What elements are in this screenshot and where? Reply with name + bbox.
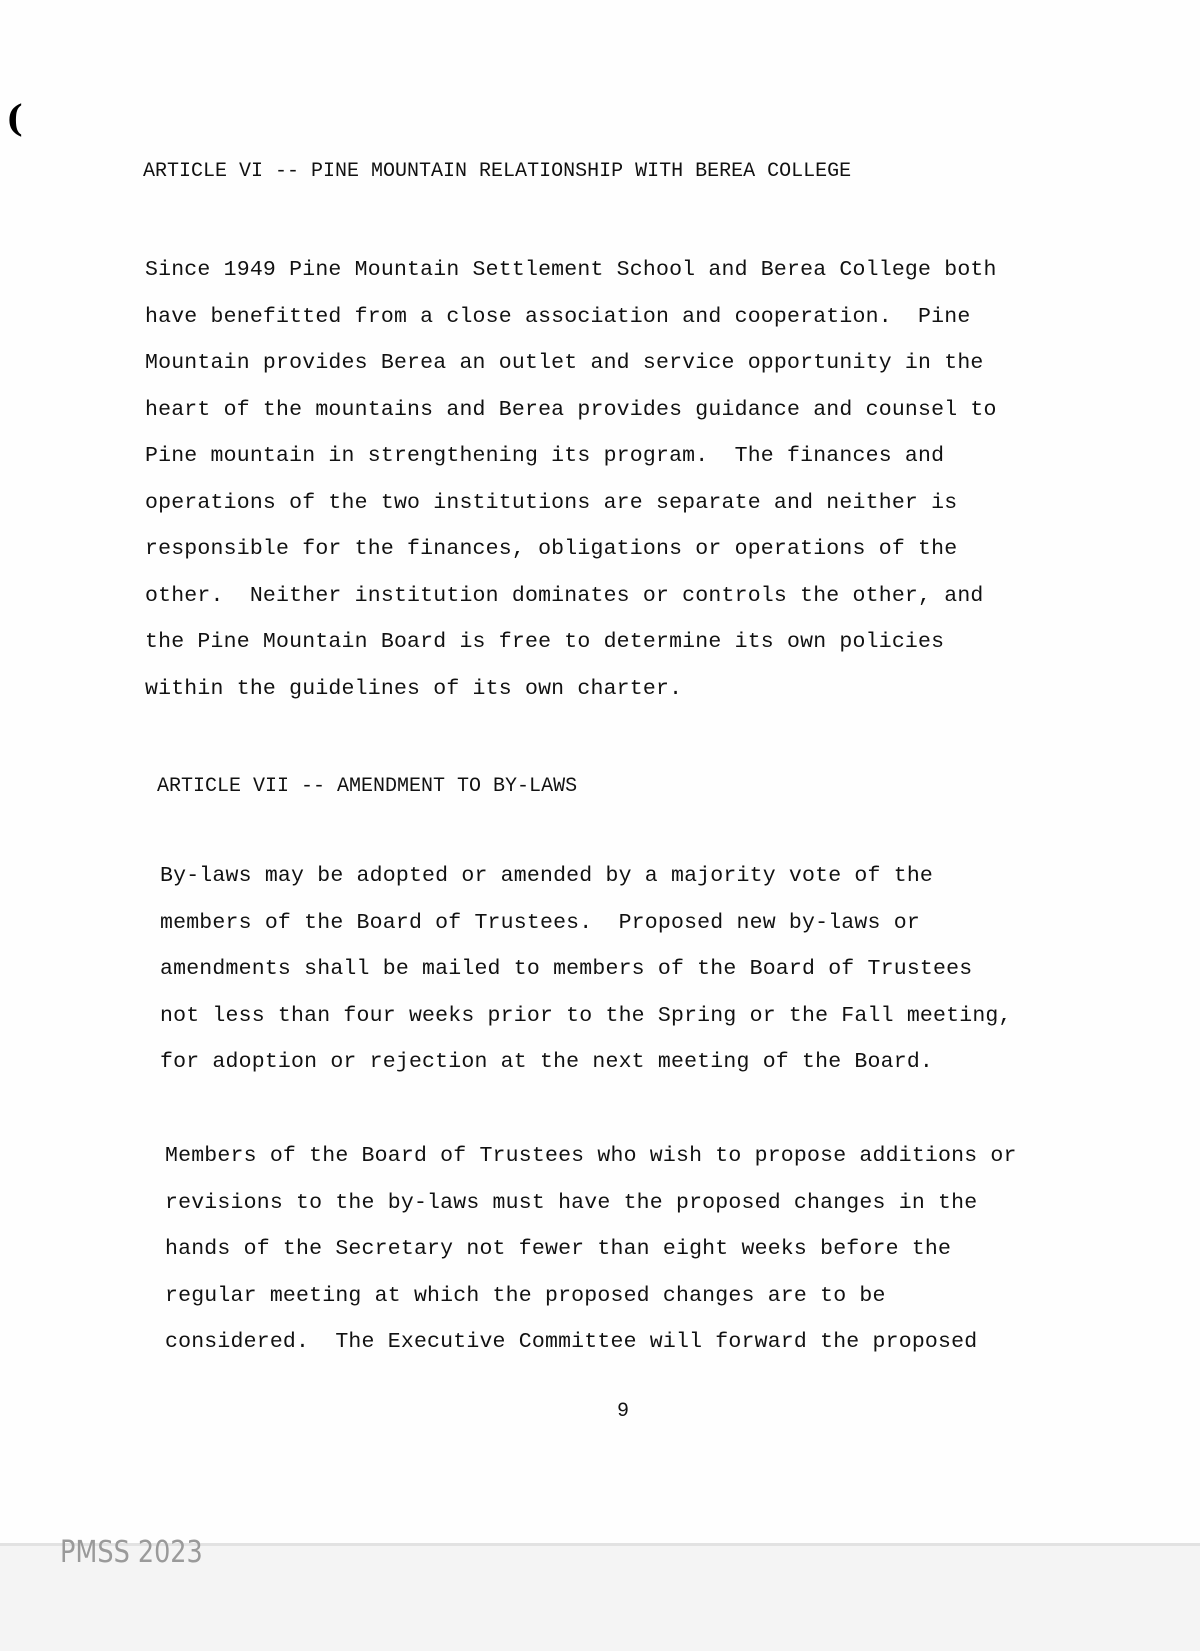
text-line: members of the Board of Trustees. Proposed new by-laws or [160,910,920,935]
article-6-heading: ARTICLE VI -- PINE MOUNTAIN RELATIONSHIP WITH BEREA COLLEGE [143,160,852,183]
text-line: other. Neither institution dominates or controls the other, and [145,583,984,608]
text-line: within the guidelines of its own charter. [145,676,683,701]
text-line: have benefitted from a close association and cooperation. Pine [145,304,971,329]
article-7-paragraph-1 [160,853,1012,1086]
text-line: operations of the two institutions are separate and neither is [145,490,958,515]
text-line: regular meeting at which the proposed changes are to be [165,1283,886,1308]
text-line: not less than four weeks prior to the Spring or the Fall meeting, [160,1003,1012,1028]
text-line: Members of the Board of Trustees who wish to propose additions or [165,1144,1017,1168]
text-line: for adoption or rejection at the next meeting of the Board. [160,1050,934,1074]
text-line: heart of the mountains and Berea provides guidance and counsel to [145,397,997,422]
text-line: Mountain provides Berea an outlet and service opportunity in the [145,351,984,375]
watermark: PMSS 2023 [60,1535,203,1570]
text-line: hands of the Secretary not fewer than eight weeks before the [165,1237,952,1261]
text-line: considered. The Executive Committee will forward the proposed [165,1330,978,1354]
text-line: amendments shall be mailed to members of the Board of Trustees [160,957,973,981]
text-line: responsible for the finances, obligations or operations of the [145,537,958,561]
article-7-paragraph-2 [165,1133,1017,1366]
text-line: the Pine Mountain Board is free to determine its own policies [145,630,945,654]
page-number: 9 [617,1400,630,1423]
text-line: Since 1949 Pine Mountain Settlement School and Berea College both [145,258,997,282]
article-6-paragraph [145,247,997,712]
text-line: Pine mountain in strengthening its program. The finances and [145,444,945,468]
article-7-heading: ARTICLE VII -- AMENDMENT TO BY-LAWS [157,775,578,798]
text-line: By-laws may be adopted or amended by a majority vote of the [160,864,934,888]
stray-mark: ( [6,98,24,140]
text-line: revisions to the by-laws must have the proposed changes in the [165,1190,978,1215]
